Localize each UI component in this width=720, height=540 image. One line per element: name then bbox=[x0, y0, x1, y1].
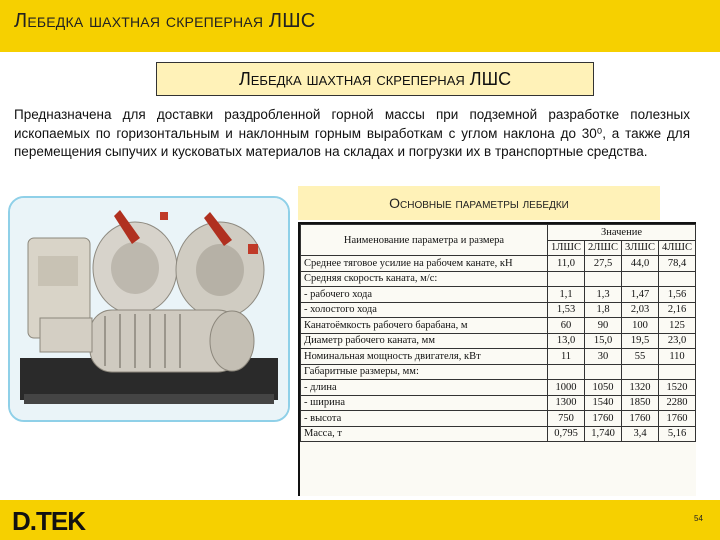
table-header-row bbox=[301, 225, 696, 241]
param-value bbox=[659, 364, 696, 380]
param-value: 1520 bbox=[659, 380, 696, 396]
param-value: 15,0 bbox=[585, 333, 622, 349]
param-value bbox=[585, 271, 622, 287]
param-value: 1,3 bbox=[585, 287, 622, 303]
page-number: 54 bbox=[694, 514, 703, 523]
table-row bbox=[301, 395, 696, 411]
param-value: 44,0 bbox=[622, 256, 659, 272]
column-header-value: Значение bbox=[548, 225, 696, 241]
param-name: Средняя скорость каната, м/с: bbox=[301, 271, 548, 287]
param-value bbox=[548, 271, 585, 287]
dtek-logo bbox=[10, 505, 110, 535]
table-row bbox=[301, 256, 696, 272]
description-text: Предназначена для доставки раздробленной горной массы при подземной разработке полезных ископаемых по горизонтальным и наклонным горным выработкам с углом наклона до 30⁰, а также для перемещения сыпучих и кусковатых материалов на складах и погрузки их в транспортные средства. bbox=[14, 107, 690, 159]
param-value: 1,53 bbox=[548, 302, 585, 318]
param-value: 1760 bbox=[585, 411, 622, 427]
param-name: Номинальная мощность двигателя, кВт bbox=[301, 349, 548, 365]
param-name: - холостого хода bbox=[301, 302, 548, 318]
param-value: 1000 bbox=[548, 380, 585, 396]
param-value: 11,0 bbox=[548, 256, 585, 272]
model-header: 1ЛШС bbox=[548, 240, 585, 256]
param-value: 1,1 bbox=[548, 287, 585, 303]
banner-title: Лебедка шахтная скреперная ЛШС bbox=[238, 68, 512, 89]
param-value bbox=[659, 271, 696, 287]
param-value: 1760 bbox=[659, 411, 696, 427]
params-table bbox=[300, 224, 696, 442]
param-value: 78,4 bbox=[659, 256, 696, 272]
param-value: 2,16 bbox=[659, 302, 696, 318]
param-value: 90 bbox=[585, 318, 622, 334]
param-value: 55 bbox=[622, 349, 659, 365]
param-value: 1,47 bbox=[622, 287, 659, 303]
model-header: 2ЛШС bbox=[585, 240, 622, 256]
param-value: 23,0 bbox=[659, 333, 696, 349]
param-name: - рабочего хода bbox=[301, 287, 548, 303]
param-value: 13,0 bbox=[548, 333, 585, 349]
table-row bbox=[301, 380, 696, 396]
param-value: 60 bbox=[548, 318, 585, 334]
param-value: 1300 bbox=[548, 395, 585, 411]
param-value: 1,56 bbox=[659, 287, 696, 303]
table-row bbox=[301, 271, 696, 287]
param-name: - длина bbox=[301, 380, 548, 396]
table-row bbox=[301, 426, 696, 442]
param-value: 11 bbox=[548, 349, 585, 365]
param-value: 1320 bbox=[622, 380, 659, 396]
param-value: 19,5 bbox=[622, 333, 659, 349]
params-banner-title: Основные параметры лебедки bbox=[389, 195, 569, 211]
param-value bbox=[585, 364, 622, 380]
param-value: 1850 bbox=[622, 395, 659, 411]
param-value: 3,4 bbox=[622, 426, 659, 442]
param-value: 750 bbox=[548, 411, 585, 427]
param-name: Габаритные размеры, мм: bbox=[301, 364, 548, 380]
param-value: 110 bbox=[659, 349, 696, 365]
param-value: 125 bbox=[659, 318, 696, 334]
param-value: 1,740 bbox=[585, 426, 622, 442]
model-header: 3ЛШС bbox=[622, 240, 659, 256]
winch-illustration bbox=[10, 198, 288, 420]
table-row bbox=[301, 333, 696, 349]
param-value: 1540 bbox=[585, 395, 622, 411]
param-value: 2,03 bbox=[622, 302, 659, 318]
table-row bbox=[301, 364, 696, 380]
param-value bbox=[622, 271, 659, 287]
param-value: 0,795 bbox=[548, 426, 585, 442]
title-banner bbox=[156, 62, 594, 96]
table-row bbox=[301, 349, 696, 365]
param-value: 2280 bbox=[659, 395, 696, 411]
table-row bbox=[301, 411, 696, 427]
svg-text:D.TEK: D.TEK bbox=[12, 506, 85, 535]
table-row bbox=[301, 318, 696, 334]
column-header-name: Наименование параметра и размера bbox=[301, 225, 548, 256]
table-row bbox=[301, 302, 696, 318]
param-name: Канатоёмкость рабочего барабана, м bbox=[301, 318, 548, 334]
param-value bbox=[622, 364, 659, 380]
params-table-image bbox=[298, 222, 696, 496]
param-value: 1050 bbox=[585, 380, 622, 396]
param-value: 1760 bbox=[622, 411, 659, 427]
param-value: 5,16 bbox=[659, 426, 696, 442]
table-row bbox=[301, 287, 696, 303]
model-header: 4ЛШС bbox=[659, 240, 696, 256]
param-name: Среднее тяговое усилие на рабочем канате, кН bbox=[301, 256, 548, 272]
param-name: Диаметр рабочего каната, мм bbox=[301, 333, 548, 349]
slide-title: Лебедка шахтная скреперная ЛШС bbox=[14, 10, 316, 32]
param-value: 27,5 bbox=[585, 256, 622, 272]
param-value: 1,8 bbox=[585, 302, 622, 318]
param-value: 100 bbox=[622, 318, 659, 334]
param-name: Масса, т bbox=[301, 426, 548, 442]
params-banner bbox=[298, 186, 660, 220]
param-value: 30 bbox=[585, 349, 622, 365]
header-bar bbox=[0, 0, 720, 52]
param-name: - высота bbox=[301, 411, 548, 427]
winch-photo bbox=[8, 196, 290, 422]
param-name: - ширина bbox=[301, 395, 548, 411]
param-value bbox=[548, 364, 585, 380]
